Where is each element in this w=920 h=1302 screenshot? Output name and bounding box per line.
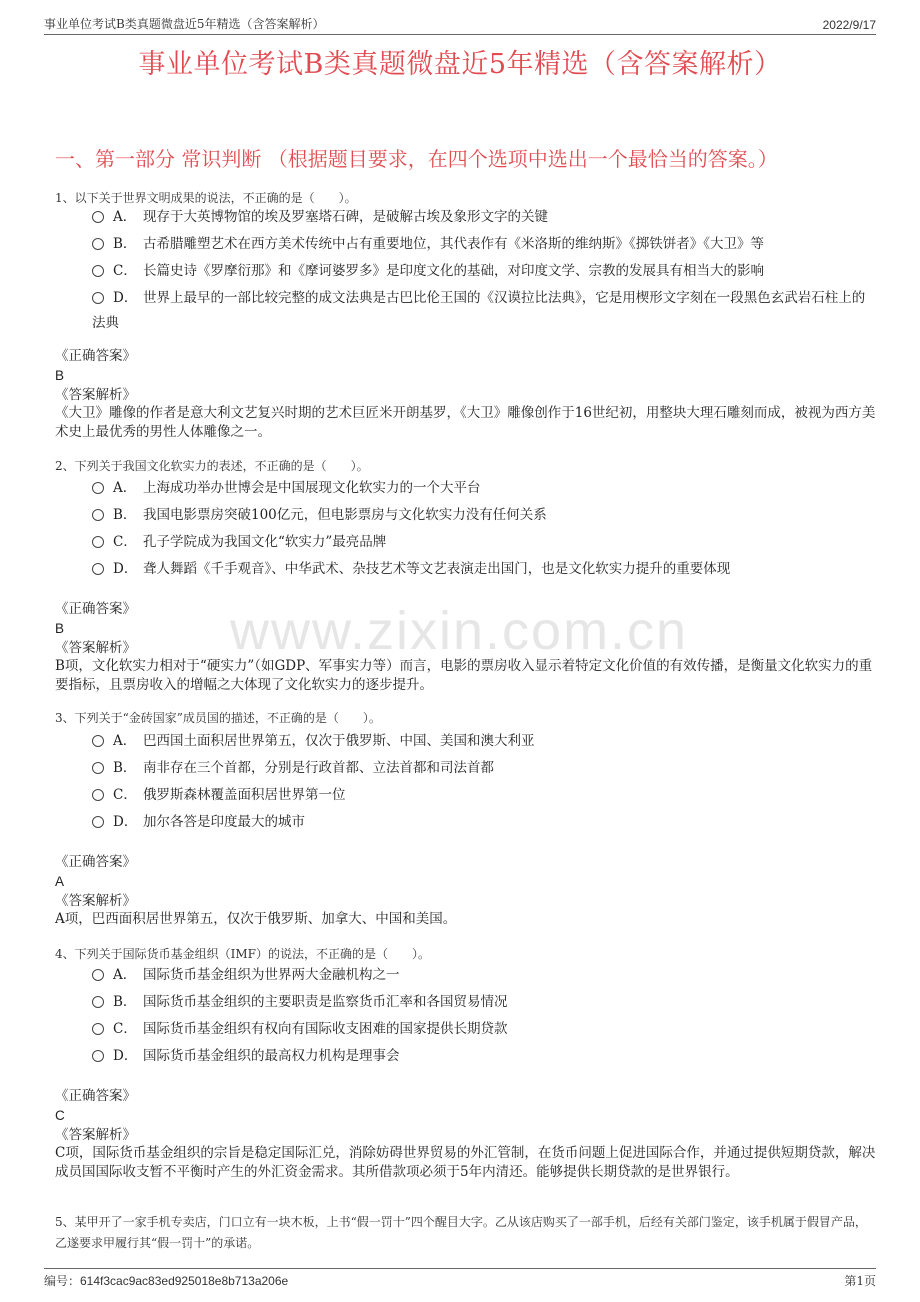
option-a[interactable]: A． 上海成功举办世博会是中国展现文化软实力的一个大平台 — [92, 476, 876, 501]
document-title: 事业单位考试B类真题微盘近5年精选（含答案解析） — [138, 49, 782, 80]
radio-icon[interactable] — [92, 482, 104, 494]
question-stem: 4、下列关于国际货币基金组织（IMF）的说法，不正确的是（ ）。 — [55, 947, 430, 961]
answer-value: B — [55, 368, 65, 383]
analysis-text: A项，巴西面积居世界第五，仅次于俄罗斯、加拿大、中国和美国。 — [55, 911, 457, 927]
question-stem: 3、下列关于“金砖国家”成员国的描述，不正确的是（ ）。 — [55, 711, 381, 725]
analysis-text: 《大卫》雕像的作者是意大利文艺复兴时期的艺术巨匠米开朗基罗，《大卫》雕像创作于16世纪初，用整块大理石雕刻而成，被视为西方美术史上最优秀的男性人体雕像之一。 — [55, 405, 876, 440]
question-stem: 1、以下关于世界文明成果的说法，不正确的是（ ）。 — [55, 191, 357, 205]
option-d[interactable]: D． 加尔各答是印度最大的城市 — [92, 810, 876, 835]
option-c[interactable]: C． 长篇史诗《罗摩衍那》和《摩诃婆罗多》是印度文化的基础，对印度文学、宗教的发展具有相当大的影响 — [92, 259, 876, 284]
analysis-text: B项，文化软实力相对于“硬实力”（如GDP、军事实力等）而言，电影的票房收入显示着特定文化价值的有效传播，是衡量文化软实力的重要指标，且票房收入的增幅之大体现了文化软实力的逐步提升。 — [55, 658, 873, 693]
option-b[interactable]: B． 我国电影票房突破100亿元，但电影票房与文化软实力没有任何关系 — [92, 503, 876, 528]
radio-icon[interactable] — [92, 536, 104, 548]
radio-icon[interactable] — [92, 238, 104, 250]
radio-icon[interactable] — [92, 1050, 104, 1062]
analysis-label: 《答案解析》 — [55, 640, 136, 656]
radio-icon[interactable] — [92, 265, 104, 277]
radio-icon[interactable] — [92, 735, 104, 747]
option-a[interactable]: A． 国际货币基金组织为世界两大金融机构之一 — [92, 963, 876, 988]
radio-icon[interactable] — [92, 762, 104, 774]
option-d[interactable]: D． 世界上最早的一部比较完整的成文法典是古巴比伦王国的《汉谟拉比法典》，它是用楔形文字刻在一段黑色玄武岩石柱上的法典 — [92, 290, 866, 331]
analysis-label: 《答案解析》 — [55, 387, 136, 403]
radio-icon[interactable] — [92, 509, 104, 521]
section-heading: 一、第一部分 常识判断 （根据题目要求，在四个选项中选出一个最恰当的答案。） — [55, 147, 778, 171]
analysis-text: C项，国际货币基金组织的宗旨是稳定国际汇兑，消除妨碍世界贸易的外汇管制，在货币问题上促进国际合作，并通过提供短期贷款，解决成员国国际收支暂不平衡时产生的外汇资金需求。其所借款项必须于5年内清还。能够提供长期贷款的是世界银行。 — [55, 1145, 876, 1180]
option-c[interactable]: C． 俄罗斯森林覆盖面积居世界第一位 — [92, 783, 876, 808]
option-b[interactable]: B． 南非存在三个首都，分别是行政首都、立法首都和司法首都 — [92, 756, 876, 781]
analysis-label: 《答案解析》 — [55, 893, 136, 909]
answer-label: 《正确答案》 — [55, 854, 136, 870]
question-stem: 2、下列关于我国文化软实力的表述，不正确的是（ ）。 — [55, 459, 369, 473]
radio-icon[interactable] — [92, 563, 104, 575]
page-number: 第1页 — [844, 1274, 876, 1288]
page-header — [44, 12, 876, 35]
option-a[interactable]: A． 巴西国土面积居世界第五，仅次于俄罗斯、中国、美国和澳大利亚 — [92, 729, 876, 754]
answer-label: 《正确答案》 — [55, 601, 136, 617]
option-b[interactable]: B． 古希腊雕塑艺术在西方美术传统中占有重要地位，其代表作有《米洛斯的维纳斯》《掷铁饼者》《大卫》等 — [92, 232, 876, 257]
header-doc-title: 事业单位考试B类真题微盘近5年精选（含答案解析） — [44, 17, 325, 31]
document-code: 编号：614f3cac9ac83ed925018e8b713a206e — [44, 1274, 289, 1288]
radio-icon[interactable] — [92, 996, 104, 1008]
radio-icon[interactable] — [92, 969, 104, 981]
answer-value: A — [55, 874, 65, 889]
option-a[interactable]: A． 现存于大英博物馆的埃及罗塞塔石碑，是破解古埃及象形文字的关键 — [92, 205, 876, 230]
option-b[interactable]: B． 国际货币基金组织的主要职责是监察货币汇率和各国贸易情况 — [92, 990, 876, 1015]
radio-icon[interactable] — [92, 816, 104, 828]
radio-icon[interactable] — [92, 789, 104, 801]
answer-value: C — [55, 1108, 65, 1123]
option-c[interactable]: C． 孔子学院成为我国文化“软实力”最亮品牌 — [92, 530, 876, 555]
analysis-label: 《答案解析》 — [55, 1127, 136, 1143]
answer-label: 《正确答案》 — [55, 348, 136, 364]
option-c[interactable]: C． 国际货币基金组织有权向有国际收支困难的国家提供长期贷款 — [92, 1017, 876, 1042]
radio-icon[interactable] — [92, 211, 104, 223]
question-stem: 5、某甲开了一家手机专卖店，门口立有一块木板，上书“假一罚十”四个醒目大字。乙从该店购买了一部手机，后经有关部门鉴定，该手机属于假冒产品，乙遂要求甲履行其“假一罚十”的承诺。 — [55, 1215, 867, 1250]
radio-icon[interactable] — [92, 1023, 104, 1035]
answer-label: 《正确答案》 — [55, 1088, 136, 1104]
watermark: www.zixin.com.cn — [230, 601, 689, 661]
page-footer — [44, 1268, 876, 1289]
option-d[interactable]: D． 聋人舞蹈《千手观音》、中华武术、杂技艺术等文艺表演走出国门，也是文化软实力提升的重要体现 — [92, 557, 876, 582]
radio-icon[interactable] — [92, 292, 104, 304]
option-d[interactable]: D． 国际货币基金组织的最高权力机构是理事会 — [92, 1044, 876, 1069]
answer-value: B — [55, 621, 65, 636]
header-date: 2022/9/17 — [822, 18, 876, 32]
